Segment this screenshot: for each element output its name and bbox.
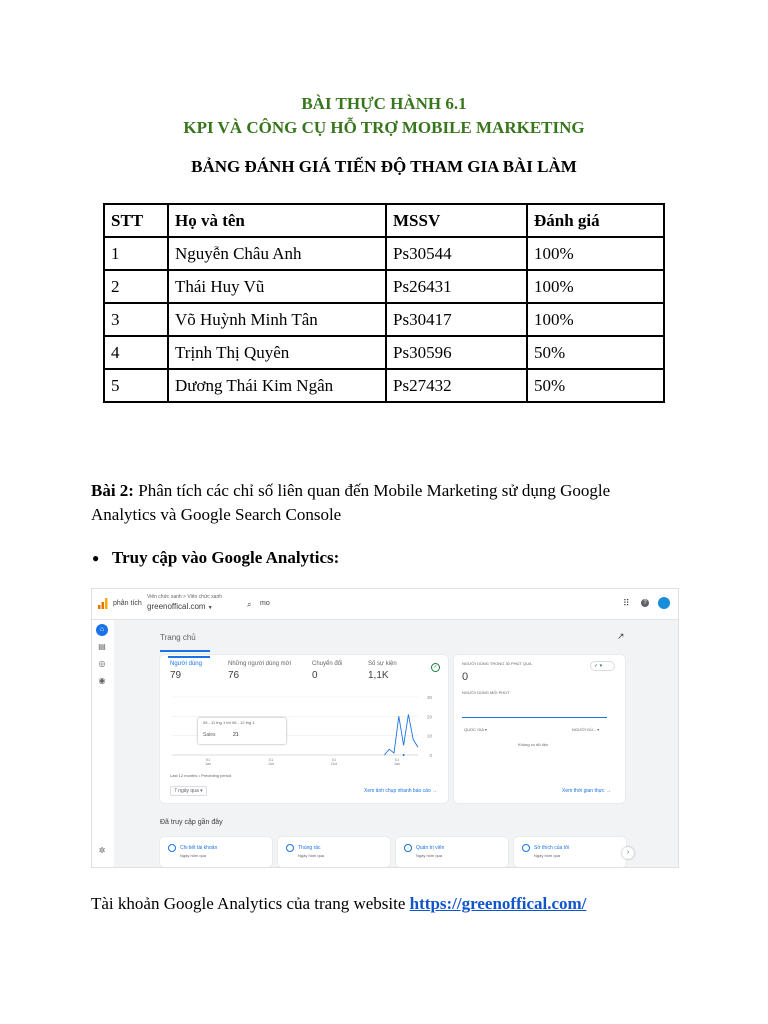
report-snapshot-label: Xem ảnh chụp nhanh báo cáo: [364, 788, 431, 794]
apps-grid-icon[interactable]: ⠿: [623, 598, 630, 608]
account-paragraph: [91, 892, 651, 916]
cell-mssv: Ps27432: [386, 369, 527, 402]
exercise-2-paragraph: [91, 479, 651, 527]
bullet-item: [92, 546, 672, 570]
users-column-label: NGƯỜI DÙ...: [572, 727, 597, 732]
ga-page-title: Trang chủ: [160, 633, 196, 642]
report-snapshot-link[interactable]: Xem ảnh chụp nhanh báo cáo →: [364, 788, 438, 794]
recent-item-label: Chi tiết tài khoản: [180, 845, 218, 851]
chart-legend: Last 12 months • Preceding period: [170, 773, 232, 778]
tooltip-value: 21: [233, 732, 239, 738]
date-range-dropdown[interactable]: 7 ngày qua ▾: [170, 786, 207, 796]
recent-item-admin[interactable]: [396, 837, 508, 867]
chevron-right-icon[interactable]: ›: [622, 847, 634, 859]
table-row: [104, 270, 664, 303]
table-row: [104, 336, 664, 369]
cell-rating: 100%: [527, 303, 664, 336]
metric-label-events[interactable]: Số sự kiện: [368, 661, 397, 667]
col-stt: STT: [104, 204, 168, 237]
recent-item-account-details[interactable]: [160, 837, 272, 867]
table-header-row: [104, 204, 664, 237]
realtime-status-toggle[interactable]: ✓ ▾: [590, 661, 615, 671]
country-column-label: QUỐC GIA: [464, 727, 484, 732]
reports-icon[interactable]: ▤: [98, 642, 106, 651]
participation-table: [103, 203, 665, 403]
table-row: [104, 237, 664, 270]
metric-value-events: 1,1K: [368, 670, 389, 681]
advertising-icon[interactable]: ◉: [98, 676, 106, 685]
history-icon: [404, 844, 412, 852]
realtime-bar-baseline: [462, 717, 607, 718]
col-rating: Đánh giá: [527, 204, 664, 237]
recent-item-sub: Ngày hôm qua: [416, 853, 443, 858]
exercise-subtitle: KPI VÀ CÔNG CỤ HỖ TRỢ MOBILE MARKETING: [183, 118, 585, 137]
ga-topbar: [92, 589, 678, 620]
y-tick-label: 30: [426, 695, 432, 700]
cell-name: Võ Huỳnh Minh Tân: [168, 303, 386, 336]
recent-item-sub: Ngày hôm qua: [534, 853, 561, 858]
bullet-dot: ●: [92, 551, 100, 565]
realtime-link[interactable]: Xem thời gian thực →: [562, 788, 611, 794]
users-series-line: [384, 714, 418, 755]
cell-rating: 100%: [527, 270, 664, 303]
x-tick-label: 01 Jan: [393, 757, 401, 766]
cell-name: Thái Huy Vũ: [168, 270, 386, 303]
users-column-header[interactable]: NGƯỜI DÙ... ▾: [572, 727, 600, 732]
analytics-logo-icon: [98, 598, 108, 609]
y-tick-label: 10: [426, 733, 432, 739]
chart-tooltip: [198, 718, 286, 744]
ga-realtime-card: [454, 655, 625, 803]
ga-property-selector[interactable]: [147, 602, 213, 611]
avatar[interactable]: [658, 597, 670, 609]
ga-app-name: phân tích: [113, 600, 142, 607]
cell-stt: 5: [104, 369, 168, 402]
exercise-2-label: Bài 2:: [91, 481, 134, 500]
y-tick-label: 0: [429, 753, 432, 758]
x-tick-label: 01 Jan: [204, 757, 212, 766]
cell-stt: 2: [104, 270, 168, 303]
cell-name: Nguyễn Châu Anh: [168, 237, 386, 270]
table-row: [104, 303, 664, 336]
metric-label-users[interactable]: Người dùng: [170, 661, 202, 667]
recent-item-label: Sở thích của tôi: [534, 845, 569, 851]
ga-metrics-card: [160, 655, 448, 803]
metric-value-users: 79: [170, 670, 182, 681]
recent-item-preferences[interactable]: [514, 837, 626, 867]
cell-rating: 50%: [527, 336, 664, 369]
ga-left-rail: [92, 620, 114, 867]
cell-rating: 100%: [527, 237, 664, 270]
y-tick-label: 20: [426, 714, 432, 720]
explore-icon[interactable]: ◎: [98, 659, 106, 668]
metric-label-new-users[interactable]: Những người dùng mới: [228, 661, 291, 667]
cell-mssv: Ps26431: [386, 270, 527, 303]
gear-icon[interactable]: ✲: [98, 846, 106, 855]
bullet-text: Truy cập vào Google Analytics:: [112, 548, 340, 567]
recent-item-trash[interactable]: [278, 837, 390, 867]
table-title: BẢNG ĐÁNH GIÁ TIẾN ĐỘ THAM GIA BÀI LÀM: [191, 157, 577, 176]
history-icon: [286, 844, 294, 852]
realtime-value: 0: [462, 671, 469, 683]
ga-search-input[interactable]: mo: [260, 600, 270, 607]
history-icon: [522, 844, 530, 852]
date-range-label: 7 ngày qua: [174, 788, 199, 794]
help-icon[interactable]: ?: [641, 599, 649, 607]
metric-active-bar: [168, 656, 210, 658]
col-mssv: MSSV: [386, 204, 527, 237]
realtime-link-label: Xem thời gian thực: [562, 788, 605, 794]
tooltip-label: Sales: [203, 732, 216, 738]
recent-item-sub: Ngày hôm qua: [180, 853, 207, 858]
exercise-2-text: Phân tích các chỉ số liên quan đến Mobile Marketing sử dụng Google Analytics và Google Search Console: [91, 481, 611, 524]
recent-item-label: Thùng rác: [298, 845, 321, 851]
metric-value-conversions: 0: [312, 670, 318, 681]
x-tick-label: 01 Oct: [330, 757, 338, 766]
cell-mssv: Ps30544: [386, 237, 527, 270]
country-column-header[interactable]: QUỐC GIA ▾: [464, 727, 487, 732]
home-icon[interactable]: ⌂: [96, 624, 108, 636]
recent-section-title: Đã truy cập gần đây: [160, 819, 223, 826]
cell-stt: 1: [104, 237, 168, 270]
cell-stt: 4: [104, 336, 168, 369]
no-data-text: Không có dữ liệu: [518, 742, 549, 747]
cell-stt: 3: [104, 303, 168, 336]
check-circle-icon: ✓: [431, 663, 440, 672]
col-name: Họ và tên: [168, 204, 386, 237]
ga-property-name: greenoffical.com: [147, 602, 206, 611]
cell-mssv: Ps30596: [386, 336, 527, 369]
exercise-title: BÀI THỰC HÀNH 6.1: [301, 94, 467, 113]
realtime-title: NGƯỜI DÙNG TRONG 30 PHÚT QUA: [462, 661, 532, 666]
history-icon: [168, 844, 176, 852]
table-row: [104, 369, 664, 402]
cell-name: Trịnh Thị Quyên: [168, 336, 386, 369]
insights-icon[interactable]: ↗: [617, 631, 625, 641]
cell-mssv: Ps30417: [386, 303, 527, 336]
tooltip-title: 05 - 11 thg 1 tới 06 - 12 thg 1: [203, 720, 255, 725]
cell-rating: 50%: [527, 369, 664, 402]
highlight-point: [403, 754, 405, 756]
x-tick-label: 01 Jun: [267, 757, 275, 766]
website-link[interactable]: https://greenoffical.com/: [409, 894, 587, 913]
recent-item-sub: Ngày hôm qua: [298, 853, 325, 858]
search-icon[interactable]: ⌕: [247, 600, 252, 609]
google-analytics-screenshot: [91, 588, 679, 868]
ga-title-underline: [160, 650, 210, 652]
metric-label-conversions[interactable]: Chuyển đổi: [312, 661, 343, 667]
cell-name: Dương Thái Kim Ngân: [168, 369, 386, 402]
chevron-down-icon: ▼: [207, 605, 213, 611]
realtime-subtitle: NGƯỜI DÙNG MỖI PHÚT: [462, 690, 510, 695]
recent-item-label: Quản trị viên: [416, 845, 445, 851]
account-text: Tài khoản Google Analytics của trang website: [91, 894, 410, 913]
ga-breadcrumb: Viên chức xanh > Viên chức xanh: [147, 594, 223, 600]
metric-value-new-users: 76: [228, 670, 240, 681]
